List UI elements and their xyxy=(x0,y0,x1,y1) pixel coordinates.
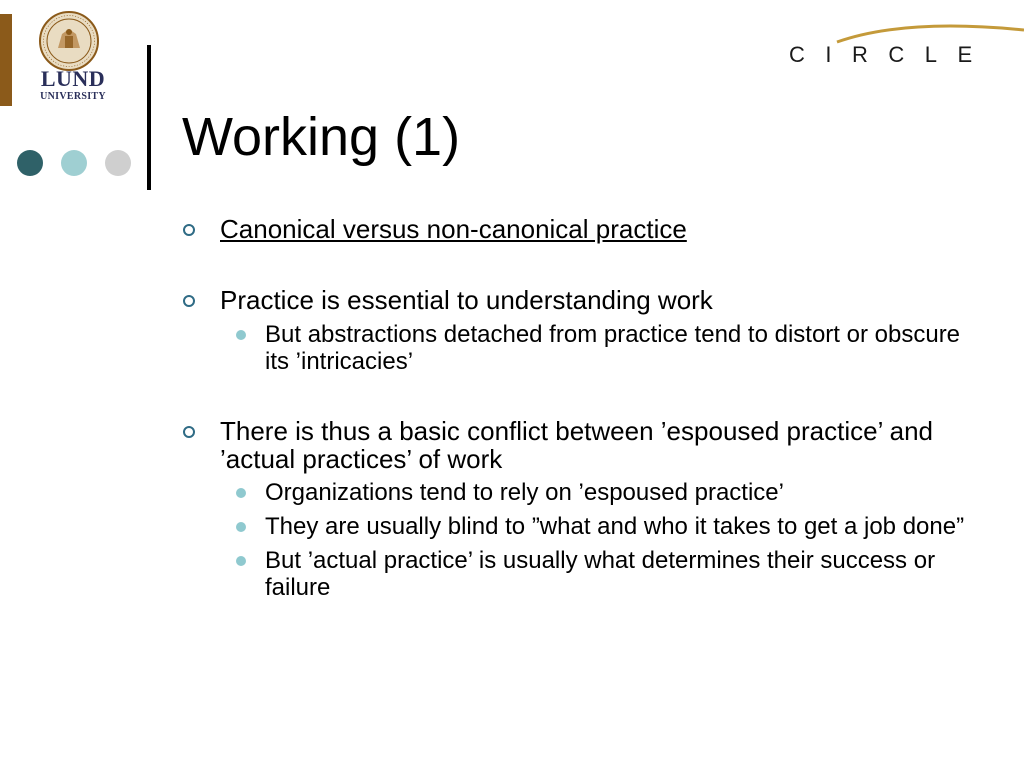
hollow-bullet-icon xyxy=(183,224,195,236)
hollow-bullet-icon xyxy=(183,426,195,438)
lund-university-wordmark xyxy=(36,68,110,102)
sub-bullet-text: But abstractions detached from practice tend to distort or obscure its ’intricacies’ xyxy=(265,321,961,375)
decorative-dot-dark xyxy=(17,150,43,176)
decorative-dot-grey xyxy=(105,150,131,176)
filled-bullet-icon xyxy=(236,488,246,498)
sub-bullet-text: But ’actual practice’ is usually what determines their success or failure xyxy=(265,547,936,601)
circle-logo-arc xyxy=(785,20,1024,44)
slide-body xyxy=(183,212,983,601)
circle-logo xyxy=(785,20,1024,70)
bullet-text: Canonical versus non-canonical practice xyxy=(220,214,687,244)
filled-bullet-icon xyxy=(236,330,246,340)
sub-bullet-item xyxy=(183,321,983,375)
university-subtitle: UNIVERSITY xyxy=(40,91,106,102)
filled-bullet-icon xyxy=(236,522,246,532)
bullet-item xyxy=(183,417,983,473)
hollow-bullet-icon xyxy=(183,295,195,307)
bullet-item xyxy=(183,215,983,243)
sub-bullet-text: Organizations tend to rely on ’espoused practice’ xyxy=(265,479,784,506)
sub-bullet-item xyxy=(183,513,983,540)
circle-logo-text: CIRCLE xyxy=(789,42,993,67)
university-name: LUND xyxy=(40,66,106,91)
lund-university-seal-logo xyxy=(38,10,100,72)
bullet-text: Practice is essential to understanding work xyxy=(220,285,713,315)
sub-bullet-item xyxy=(183,547,983,601)
sub-bullet-item xyxy=(183,479,983,506)
bullet-item xyxy=(183,286,983,314)
sub-bullet-text: They are usually blind to ”what and who it takes to get a job done” xyxy=(265,513,965,540)
bullet-text: There is thus a basic conflict between ’espoused practice’ and ’actual practices’ of work xyxy=(220,416,933,474)
slide-title: Working (1) xyxy=(182,107,461,167)
decorative-dot-light xyxy=(61,150,87,176)
brand-bar xyxy=(0,14,12,106)
filled-bullet-icon xyxy=(236,556,246,566)
vertical-divider xyxy=(147,45,151,190)
